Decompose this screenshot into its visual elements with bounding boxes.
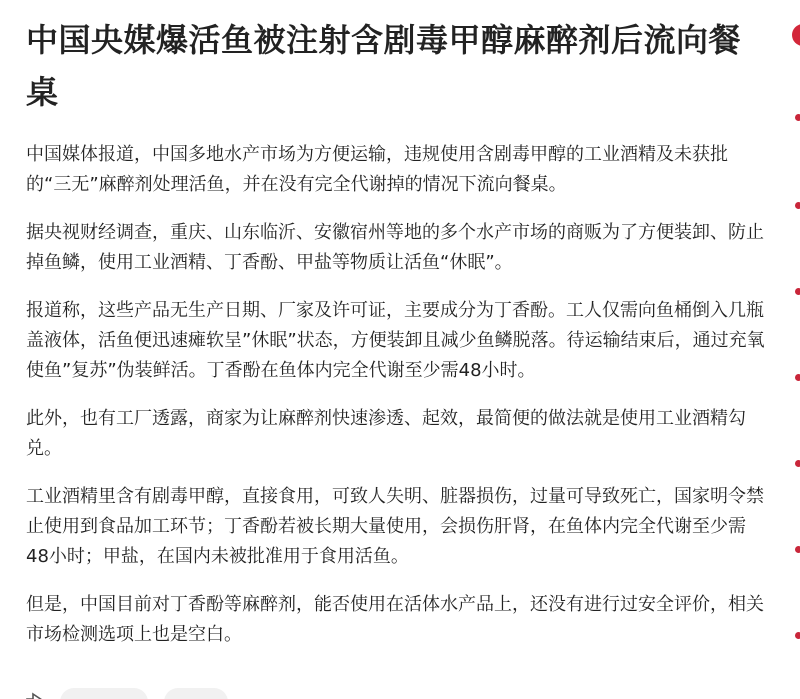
bullet-dot-icon — [795, 632, 800, 639]
article-action-bar — [24, 686, 324, 699]
article-paragraph: 据央视财经调查，重庆、山东临沂、安徽宿州等地的多个水产市场的商贩为了方便装卸、防止掉鱼鳞，使用工业酒精、丁香酚、甲盐等物质让活鱼“休眠”。 — [26, 222, 764, 273]
bullet-dot-icon — [795, 288, 800, 295]
bullet-dot-icon — [795, 460, 800, 467]
article-paragraph: 但是，中国目前对丁香酚等麻醉剂，能否使用在活体水产品上，还没有进行过安全评价，相关市场检测选项上也是空白。 — [26, 594, 764, 645]
sidebar-badge-icon[interactable] — [792, 24, 800, 46]
article-paragraph: 报道称，这些产品无生产日期、厂家及许可证，主要成分为丁香酚。工人仅需向鱼桶倒入几瓶盖液体，活鱼便迅速瘫软呈”休眠”状态，方便装卸且减少鱼鳞脱落。待运输结束后，通过充氧使鱼”复苏”伪装鲜活。丁香酚在鱼体内完全代谢至少需48小时。 — [26, 300, 765, 381]
tag-chip[interactable] — [164, 688, 228, 699]
article-title: 中国央媒爆活鱼被注射含剧毒甲醇麻醉剂后流向餐桌 — [26, 21, 742, 111]
bullet-dot-icon — [795, 114, 800, 121]
bullet-dot-icon — [795, 546, 800, 553]
article-paragraph: 此外，也有工厂透露，商家为让麻醉剂快速渗透、起效，最简便的做法就是使用工业酒精勾兑。 — [26, 408, 746, 459]
bullet-dot-icon — [795, 202, 800, 209]
share-icon[interactable] — [24, 690, 46, 699]
article-paragraph: 工业酒精里含有剧毒甲醇，直接食用，可致人失明、脏器损伤，过量可导致死亡，国家明令禁止使用到食品加工环节；丁香酚若被长期大量使用，会损伤肝肾，在鱼体内完全代谢至少需48小时；甲盐，在国内未被批准用于食用活鱼。 — [26, 486, 764, 567]
article-paragraph: 中国媒体报道，中国多地水产市场为方便运输，违规使用含剧毒甲醇的工业酒精及未获批的“三无”麻醉剂处理活鱼，并在没有完全代谢掉的情况下流向餐桌。 — [26, 144, 728, 195]
article — [26, 14, 766, 650]
bullet-dot-icon — [795, 374, 800, 381]
tag-chip[interactable] — [60, 688, 148, 699]
related-sidebar — [786, 0, 800, 699]
